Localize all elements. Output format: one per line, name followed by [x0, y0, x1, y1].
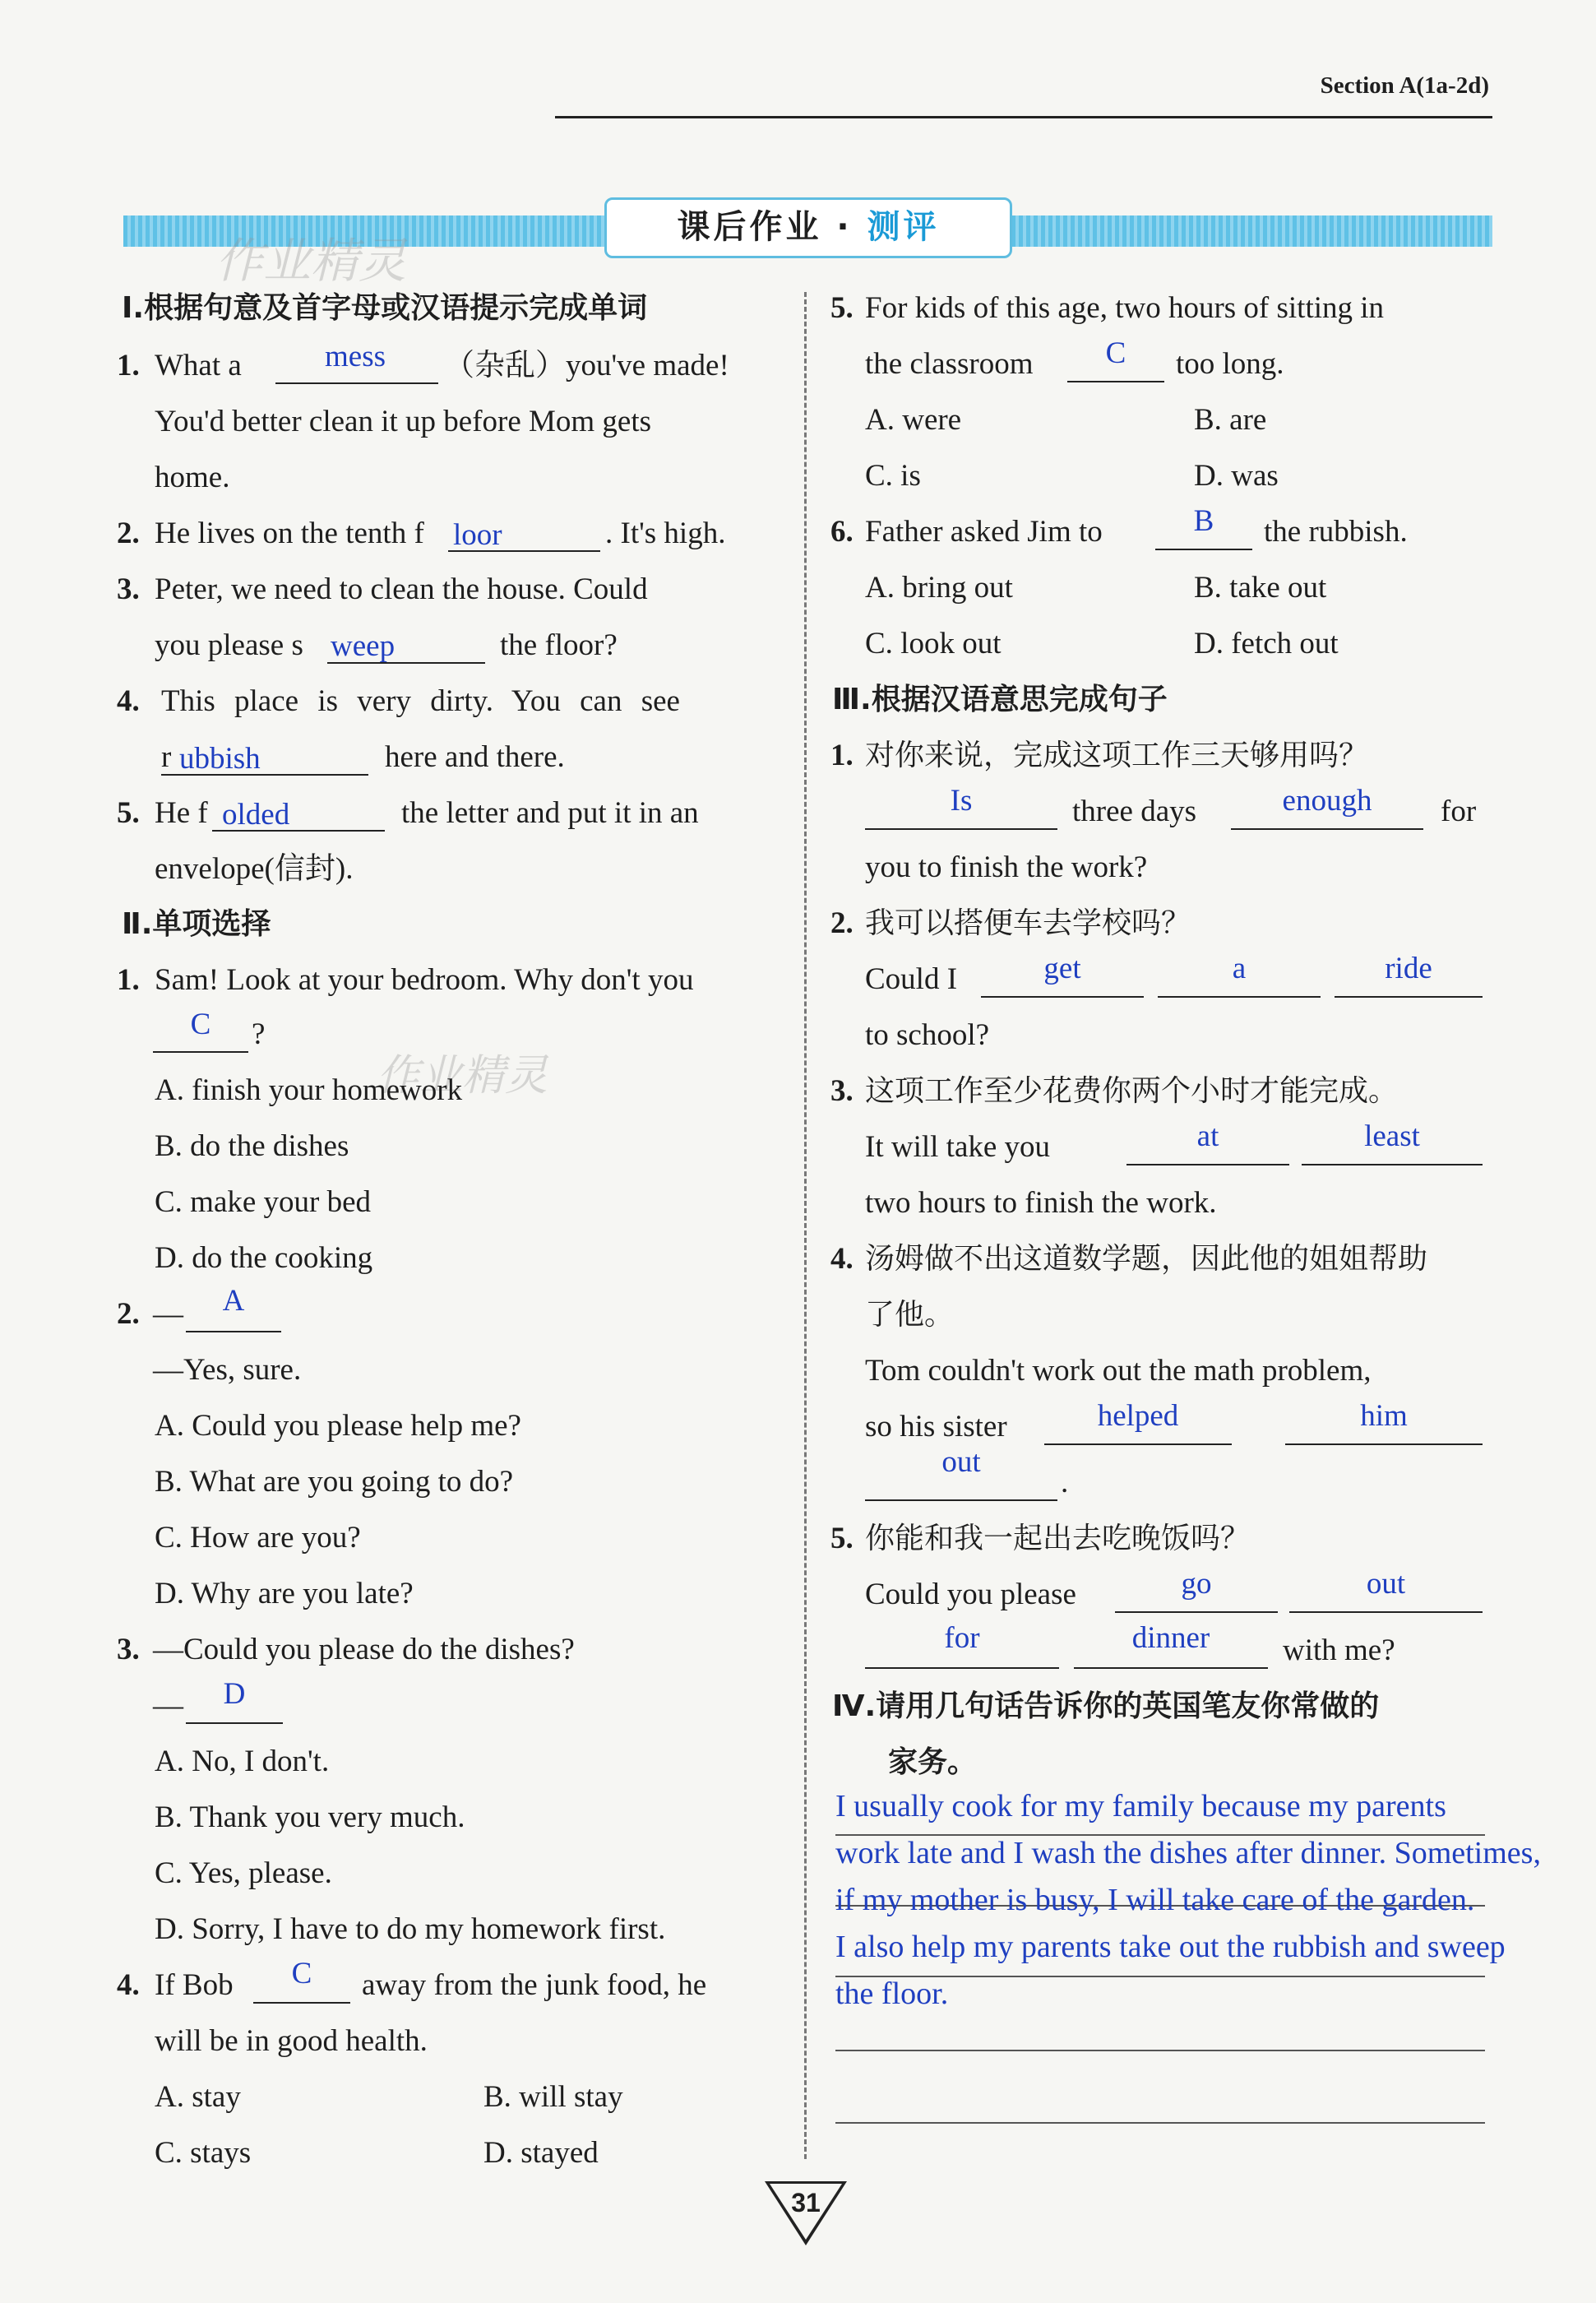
option: A. Could you please help me?	[155, 1409, 521, 1443]
handwritten-answer: go	[1181, 1567, 1212, 1601]
part3-heading: Ⅲ.根据汉语意思完成句子	[832, 683, 1168, 716]
question-text: Could I	[865, 962, 958, 996]
option: B. are	[1194, 403, 1267, 437]
question-text: you please s	[155, 628, 303, 662]
question-number: 4.	[830, 1242, 854, 1276]
question-text: the rubbish.	[1264, 515, 1408, 549]
option: C. stays	[155, 2136, 252, 2170]
handwritten-answer: get	[1043, 952, 1081, 985]
essay-line: I also help my parents take out the rubbish and sweep	[835, 1930, 1506, 1964]
question-number: 2.	[117, 1297, 140, 1331]
essay-line: if my mother is busy, I will take care of the garden.	[835, 1883, 1475, 1917]
question-text: Tom couldn't work out the math problem,	[865, 1354, 1372, 1388]
option: C. How are you?	[155, 1521, 361, 1555]
question-number: 2.	[830, 906, 854, 940]
section-header: Section A(1a-2d)	[1320, 72, 1489, 99]
option: D. was	[1194, 459, 1279, 493]
question-number: 3.	[117, 572, 140, 606]
question-text: three days	[1072, 795, 1197, 828]
chinese-prompt: 我可以搭便车去学校吗？	[865, 906, 1191, 940]
option: D. fetch out	[1194, 627, 1339, 660]
question-number: 4.	[117, 1968, 140, 2002]
option: C. Yes, please.	[155, 1856, 332, 1890]
option: B. What are you going to do?	[155, 1465, 514, 1499]
question-text: so his sister	[865, 1410, 1007, 1443]
handwritten-answer: enough	[1282, 784, 1372, 818]
question-number: 2.	[117, 517, 140, 550]
question-text: For kids of this age, two hours of sitting in	[865, 291, 1385, 325]
question-text: .	[1061, 1466, 1069, 1499]
essay-line: work late and I wash the dishes after dinner. Sometimes,	[835, 1836, 1541, 1870]
option: C. is	[865, 459, 921, 493]
handwritten-answer: least	[1364, 1119, 1420, 1153]
banner-title-a: 课后作业 ·	[677, 208, 867, 246]
question-text: to school?	[865, 1018, 990, 1052]
question-text: envelope(信封).	[155, 852, 354, 886]
handwritten-answer: C	[291, 1957, 312, 1990]
option: D. Sorry, I have to do my homework first.	[155, 1912, 666, 1946]
handwritten-answer: loor	[453, 518, 502, 552]
option: A. bring out	[865, 571, 1013, 605]
option: B. will stay	[483, 2080, 623, 2114]
essay-line: I usually cook for my family because my parents	[835, 1789, 1446, 1823]
question-text: the classroom	[865, 347, 1034, 381]
question-number: 5.	[117, 796, 140, 830]
question-text: the letter and put it in an	[401, 796, 699, 830]
question-number: 5.	[830, 291, 854, 325]
question-text: away from the junk food, he	[362, 1968, 707, 2002]
option: D. stayed	[483, 2136, 599, 2170]
option: D. do the cooking	[155, 1241, 373, 1275]
part4-heading: 家务。	[888, 1745, 978, 1779]
part1-heading: Ⅰ.根据句意及首字母或汉语提示完成单词	[122, 291, 648, 325]
question-number: 3.	[830, 1074, 854, 1108]
question-text: —	[153, 1297, 183, 1331]
handwritten-answer: B	[1193, 504, 1214, 538]
part2-heading: Ⅱ.单项选择	[122, 907, 271, 941]
chinese-prompt: 这项工作至少花费你两个小时才能完成。	[865, 1074, 1399, 1108]
question-text: . It's high.	[605, 517, 726, 550]
question-number: 1.	[117, 963, 140, 997]
option: A. No, I don't.	[155, 1745, 330, 1778]
handwritten-answer: weep	[331, 629, 396, 663]
handwritten-answer: helped	[1097, 1399, 1179, 1433]
chinese-prompt: 你能和我一起出去吃晚饭吗？	[865, 1522, 1251, 1555]
question-text: —	[153, 1689, 183, 1722]
question-text: Father asked Jim to	[865, 515, 1103, 549]
question-number: 3.	[117, 1633, 140, 1666]
question-text: （杂乱）you've made!	[444, 349, 729, 382]
handwritten-answer: ride	[1385, 952, 1432, 985]
title-banner	[604, 197, 1012, 258]
question-text: ?	[252, 1017, 266, 1051]
option: C. look out	[865, 627, 1002, 660]
handwritten-answer: ubbish	[179, 742, 261, 776]
question-text: here and there.	[385, 740, 565, 774]
column-divider	[804, 292, 807, 2159]
question-text: two hours to finish the work.	[865, 1186, 1217, 1220]
question-text: —Yes, sure.	[153, 1353, 302, 1387]
question-text: will be in good health.	[155, 2024, 428, 2058]
handwritten-answer: out	[1366, 1567, 1406, 1601]
handwritten-answer: D	[223, 1677, 246, 1711]
question-text: with me?	[1283, 1633, 1395, 1667]
part4-heading: Ⅳ.请用几句话告诉你的英国笔友你常做的	[832, 1689, 1380, 1723]
handwritten-answer: him	[1360, 1399, 1408, 1433]
question-text: He f	[155, 796, 208, 830]
question-number: 6.	[830, 515, 854, 549]
banner-title-b: 测评	[867, 208, 940, 246]
handwritten-answer: at	[1196, 1119, 1219, 1153]
handwritten-answer: C	[1105, 336, 1126, 370]
handwritten-answer: Is	[950, 784, 973, 818]
question-text: He lives on the tenth f	[155, 517, 424, 550]
question-text: the floor?	[500, 628, 618, 662]
question-text: you to finish the work?	[865, 850, 1148, 884]
handwritten-answer: dinner	[1131, 1621, 1210, 1655]
handwritten-answer: mess	[325, 340, 386, 373]
chinese-prompt: 了他。	[865, 1298, 955, 1332]
question-text: Could you please	[865, 1578, 1076, 1611]
option: D. Why are you late?	[155, 1577, 414, 1610]
option: A. stay	[155, 2080, 241, 2114]
question-number: 4.	[117, 684, 140, 718]
chinese-prompt: 汤姆做不出这道数学题，因此他的姐姐帮助	[865, 1242, 1428, 1276]
watermark-logo: 作业精灵	[215, 233, 407, 289]
option: A. finish your homework	[155, 1073, 463, 1107]
question-number: 1.	[830, 739, 854, 772]
option: B. Thank you very much.	[155, 1800, 465, 1834]
question-text: You'd better clean it up before Mom gets	[155, 405, 652, 438]
question-text: It will take you	[865, 1130, 1051, 1164]
handwritten-answer: a	[1232, 952, 1247, 985]
question-number: 5.	[830, 1522, 854, 1555]
option: C. make your bed	[155, 1185, 372, 1219]
question-text: Peter, we need to clean the house. Could	[155, 572, 648, 606]
question-text: r	[161, 740, 172, 774]
question-text: If Bob	[155, 1968, 234, 2002]
watermark-logo: 作业精灵	[377, 1051, 548, 1101]
page-number: 31	[791, 2188, 821, 2217]
writing-line	[835, 2122, 1485, 2124]
option: B. do the dishes	[155, 1129, 349, 1163]
question-text: What a	[155, 349, 242, 382]
question-text: This place is very dirty. You can see	[161, 684, 680, 718]
handwritten-answer: for	[944, 1621, 980, 1655]
option: A. were	[865, 403, 962, 437]
question-text: Sam! Look at your bedroom. Why don't you	[155, 963, 694, 997]
writing-line	[835, 2050, 1485, 2051]
option: B. take out	[1194, 571, 1327, 605]
question-text: too long.	[1176, 347, 1284, 381]
question-number: 1.	[117, 349, 140, 382]
handwritten-answer: C	[190, 1008, 211, 1041]
handwritten-answer: A	[222, 1284, 245, 1318]
question-text: —Could you please do the dishes?	[153, 1633, 575, 1666]
chinese-prompt: 对你来说，完成这项工作三天够用吗？	[865, 739, 1369, 772]
handwritten-answer: out	[941, 1445, 981, 1479]
handwritten-answer: olded	[222, 798, 290, 832]
header-rule	[555, 116, 1492, 118]
question-text: home.	[155, 461, 230, 494]
question-text: for	[1441, 795, 1477, 828]
essay-line: the floor.	[835, 1976, 949, 2011]
